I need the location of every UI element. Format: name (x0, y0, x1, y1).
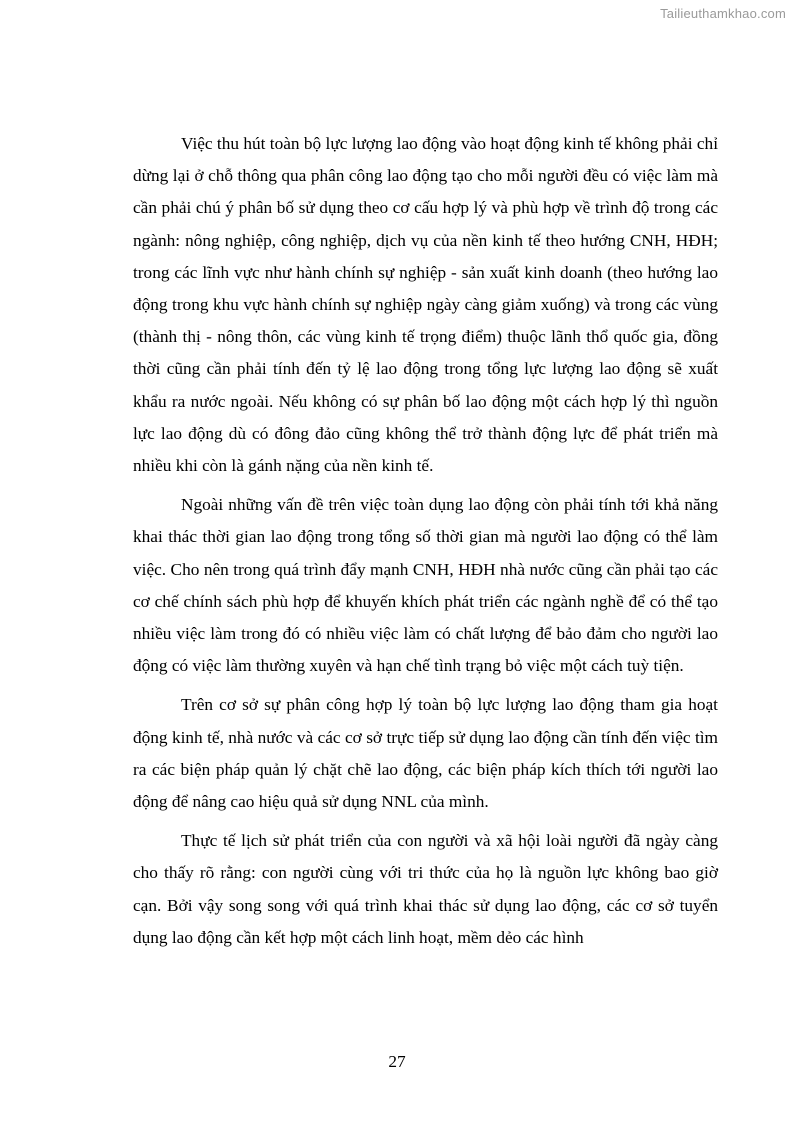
paragraph-2: Ngoài những vấn đề trên việc toàn dụng lao động còn phải tính tới khả năng khai thác thời gian lao động trong tổng số thời gian mà người lao động có thể làm việc. Cho nên trong quá trình đẩy mạnh CNH, HĐH nhà nước cũng cần phải tạo các cơ chế chính sách phù hợp để khuyến khích phát triển các ngành nghề để có thể tạo nhiều việc làm trong đó có nhiều việc làm có chất lượng để bảo đảm cho người lao động có việc làm thường xuyên và hạn chế tình trạng bỏ việc một cách tuỳ tiện. (133, 495, 718, 676)
page-body (133, 128, 718, 954)
paragraph-1: Việc thu hút toàn bộ lực lượng lao động vào hoạt động kinh tế không phải chỉ dừng lại ở chỗ thông qua phân công lao động tạo cho mỗi người đều có việc làm mà cần phải chú ý phân bố sử dụng theo cơ cấu hợp lý và phù hợp về trình độ trong các ngành: nông nghiệp, công nghiệp, dịch vụ của nền kinh tế theo hướng CNH, HĐH; trong các lĩnh vực như hành chính sự nghiệp - sản xuất kinh doanh (theo hướng lao động trong khu vực hành chính sự nghiệp ngày càng giảm xuống) và trong các vùng (thành thị - nông thôn, các vùng kinh tế trọng điểm) thuộc lãnh thổ quốc gia, đồng thời cũng cần phải tính đến tỷ lệ lao động trong tổng lực lượng lao động sẽ xuất khẩu ra nước ngoài. Nếu không có sự phân bố lao động một cách hợp lý thì nguồn lực lao động dù có đông đảo cũng không thể trở thành động lực để phát triển mà nhiều khi còn là gánh nặng của nền kinh tế. (133, 134, 718, 476)
page-number: 27 (388, 1052, 406, 1071)
watermark: Tailieuthamkhao.com (660, 6, 786, 21)
paragraph-4: Thực tế lịch sử phát triển của con người và xã hội loài người đã ngày càng cho thấy rõ rằng: con người cùng với tri thức của họ là nguồn lực không bao giờ cạn. Bởi vậy song song với quá trình khai thác sử dụng lao động, các cơ sở tuyển dụng lao động cần kết hợp một cách linh hoạt, mềm dẻo các hình (133, 831, 718, 947)
paragraph-3: Trên cơ sở sự phân công hợp lý toàn bộ lực lượng lao động tham gia hoạt động kinh tế, nhà nước và các cơ sở trực tiếp sử dụng lao động cần tính đến việc tìm ra các biện pháp quản lý chặt chẽ lao động, các biện pháp kích thích tới người lao động để nâng cao hiệu quả sử dụng NNL của mình. (133, 695, 718, 812)
